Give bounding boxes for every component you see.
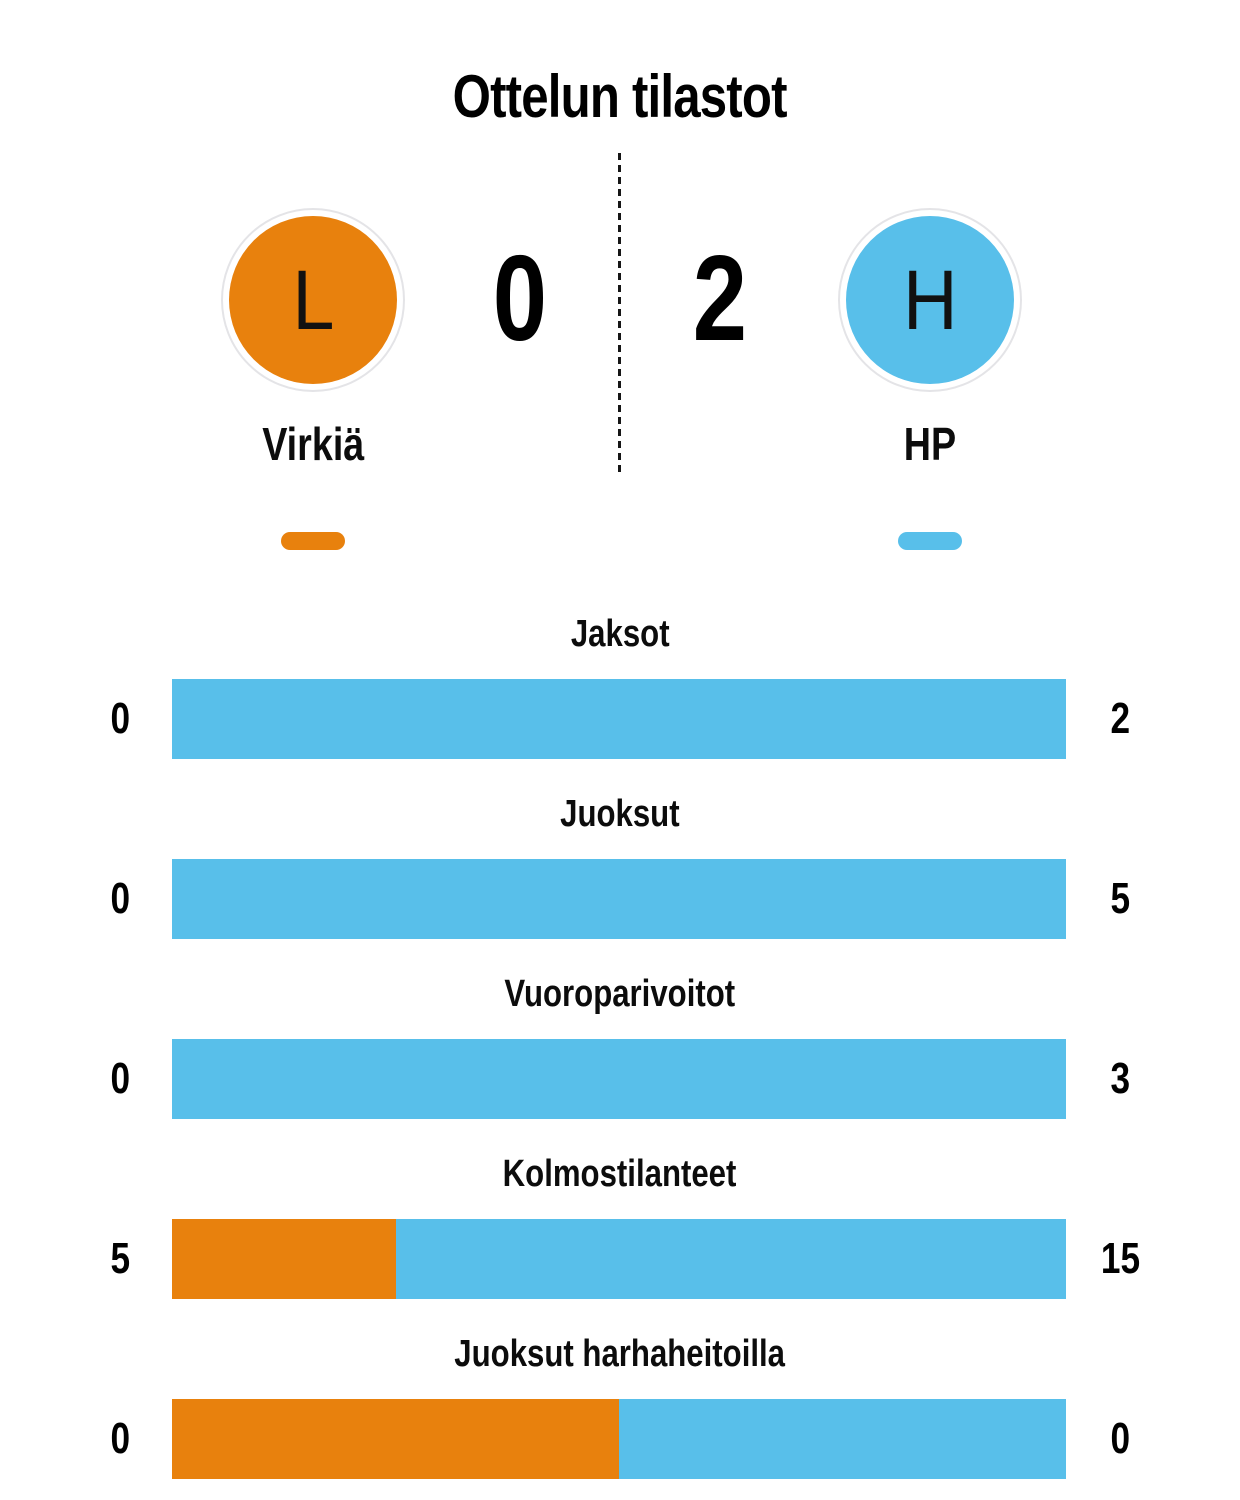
stat-bar bbox=[172, 1219, 1066, 1299]
stat-away-value-text: 5 bbox=[1110, 874, 1130, 923]
stat-bar bbox=[172, 1399, 1066, 1479]
stat-away-value bbox=[1080, 1219, 1160, 1299]
stat-bar-away-segment bbox=[172, 679, 1066, 759]
page-title-text: Ottelun tilastot bbox=[453, 63, 787, 130]
stat-home-value-text: 0 bbox=[110, 694, 130, 743]
stat-away-value-text: 2 bbox=[1110, 694, 1130, 743]
stat-group bbox=[0, 600, 1240, 780]
stat-home-value bbox=[80, 679, 160, 759]
stat-label-text: Juoksut bbox=[560, 793, 680, 835]
stat-group bbox=[0, 1320, 1240, 1500]
stat-bar bbox=[172, 1039, 1066, 1119]
stat-home-value bbox=[80, 859, 160, 939]
stat-home-value bbox=[80, 1219, 160, 1299]
stat-bar-away-segment bbox=[172, 1039, 1066, 1119]
stat-label bbox=[0, 970, 1240, 1018]
away-score: 2 bbox=[692, 230, 748, 366]
stat-home-value-text: 0 bbox=[110, 874, 130, 923]
stat-group bbox=[0, 1140, 1240, 1320]
stat-away-value-text: 15 bbox=[1100, 1234, 1140, 1283]
stat-bar-away-segment bbox=[619, 1399, 1066, 1479]
stat-label-text: Juoksut harhaheitoilla bbox=[454, 1333, 786, 1375]
stat-label-text: Kolmostilanteet bbox=[503, 1153, 737, 1195]
stat-group bbox=[0, 780, 1240, 960]
stat-home-value bbox=[80, 1039, 160, 1119]
stat-away-value bbox=[1080, 1039, 1160, 1119]
stat-away-value bbox=[1080, 679, 1160, 759]
stat-away-value-text: 3 bbox=[1110, 1054, 1130, 1103]
home-team-letter: L bbox=[291, 253, 335, 347]
stat-home-value-text: 0 bbox=[110, 1414, 130, 1463]
stat-bar bbox=[172, 679, 1066, 759]
home-team-name: Virkiä bbox=[261, 418, 365, 470]
stat-bar bbox=[172, 859, 1066, 939]
stat-home-value-text: 5 bbox=[110, 1234, 130, 1283]
stat-bar-home-segment bbox=[172, 1219, 396, 1299]
stat-home-value bbox=[80, 1399, 160, 1479]
stat-label bbox=[0, 1330, 1240, 1378]
stat-bar-away-segment bbox=[172, 859, 1066, 939]
home-score: 0 bbox=[492, 230, 548, 366]
stat-label-text: Vuoroparivoitot bbox=[504, 973, 736, 1015]
away-team-name: HP bbox=[903, 418, 957, 470]
stat-home-value-text: 0 bbox=[110, 1054, 130, 1103]
stat-label bbox=[0, 1150, 1240, 1198]
stat-label-text: Jaksot bbox=[570, 613, 670, 655]
stat-bar-home-segment bbox=[172, 1399, 619, 1479]
stat-label bbox=[0, 610, 1240, 658]
stat-bar-away-segment bbox=[396, 1219, 1067, 1299]
stat-label bbox=[0, 790, 1240, 838]
stat-group bbox=[0, 960, 1240, 1140]
stat-away-value-text: 0 bbox=[1110, 1414, 1130, 1463]
stat-away-value bbox=[1080, 859, 1160, 939]
away-team-letter: H bbox=[902, 253, 958, 347]
stat-away-value bbox=[1080, 1399, 1160, 1479]
